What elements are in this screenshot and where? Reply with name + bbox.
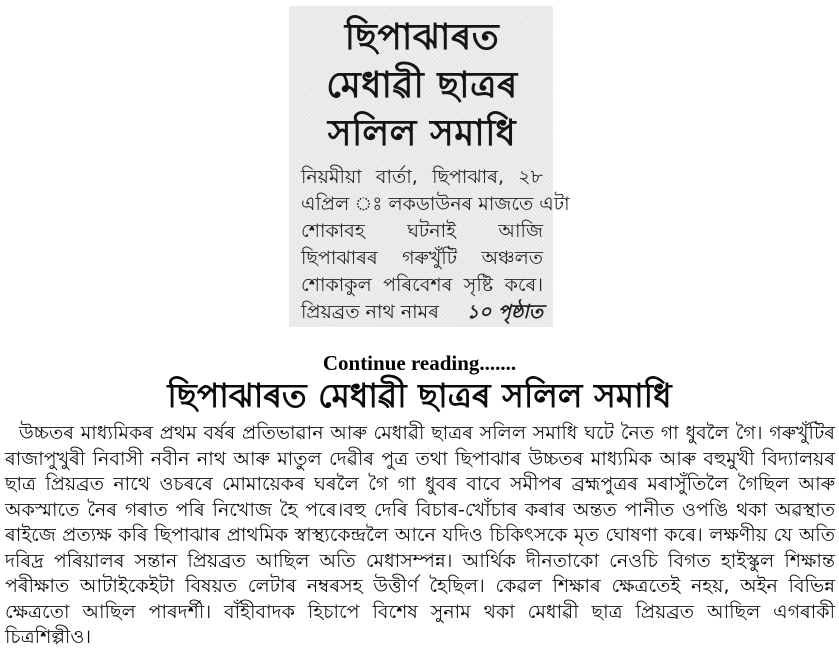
clipping-body-line: শোকাবহ ঘটনাই আজি <box>301 220 543 242</box>
clipping-body <box>301 164 570 326</box>
newspaper-clipping <box>289 6 570 327</box>
clipping-headline-line-2: মেধাৱী ছাত্ৰৰ <box>326 65 518 106</box>
article-headline: ছিপাঝাৰত মেধাৱী ছাত্ৰৰ সলিল সমাধি <box>167 376 672 415</box>
article-body-paragraph: উচ্চতৰ মাধ্যমিকৰ প্ৰথম বৰ্ষৰ প্ৰতিভাৱান আৰু মেধাৱী ছাত্ৰৰ সলিল সমাধি ঘটে নৈত গা ধুবলৈ গৈ। গৰুখুঁটিৰ ৰাজাপুখুৰী নিবাসী নবীন নাথ আৰু মাতুল দেৱীৰ পুত্ৰ তথা ছিপাঝাৰ উচ্চতৰ মাধ্যমিক আৰু বহুমুখী বিদ্যালয়ৰ ছাত্ৰ প্ৰিয়ব্ৰত নাথে ওচৰৰে মোমায়েকৰ ঘৰলৈ গৈ গা ধুবৰ বাবে সমীপৰ ব্ৰহ্মপুত্ৰৰ মৰাসুঁতিলৈ গৈছিল আৰু অকস্মাতে নৈৰ গৰাত পৰি নিখোজ হৈ পৰে।বহু দেৰি বিচাৰ-খোঁচাৰ কৰাৰ অন্তত পানীত ওপঙি থকা অৱস্থাত ৰাইজে প্ৰত্যক্ষ কৰি ছিপাঝাৰ প্ৰাথমিক স্বাস্থ্যকেন্দ্ৰলৈ আনে যদিও চিকিৎসকে মৃত ঘোষণা কৰে। লক্ষণীয় যে অতি দৰিদ্ৰ পৰিয়ালৰ সন্তান প্ৰিয়ব্ৰত আছিল অতি মেধাসম্পন্ন। আৰ্থিক দীনতাকো নেওচি বিগত হাইস্কুল শিক্ষান্ত পৰীক্ষাত আটাইকেইটা বিষয়ত লেটাৰ নম্বৰসহ উত্তীৰ্ণ হৈছিল। কেৱল শিক্ষাৰ ক্ষেত্ৰতেই নহয়, অইন বিভিন্ন ক্ষেত্ৰতো আছিল পাৰদৰ্শী। বাঁহীবাদক হিচাপে বিশেষ সুনাম থকা মেধাৱী ছাত্ৰ প্ৰিয়ব্ৰত আছিল এগৰাকী চিত্ৰশিল্পীও। <box>5 422 835 648</box>
clipping-headline-line-1: ছিপাঝাৰত <box>344 17 500 58</box>
clipping-headline-line-3: সলিল সমাধি <box>327 113 517 154</box>
clipping-body-line: ছিপাঝাৰৰ গৰুখুঁটি অঞ্চলত <box>301 247 543 269</box>
clipping-headline <box>301 14 543 158</box>
clipping-jump-line <box>301 299 543 326</box>
continue-reading-label: Continue reading....... <box>322 351 517 375</box>
clipping-body-line: শোকাকুল পৰিবেশৰ সৃষ্টি কৰে। <box>301 274 543 296</box>
clipping-jump-byline: প্ৰিয়ব্ৰত নাথ নামৰ <box>301 301 439 323</box>
clipping-body-line: নিয়মীয়া বাৰ্তা, ছিপাঝাৰ, ২৮ <box>301 166 543 188</box>
clipping-page-reference: ১০ পৃষ্ঠাত <box>466 301 543 323</box>
clipping-body-line: এপ্ৰিল ঃ লকডাউনৰ মাজতে এটা <box>301 193 570 215</box>
